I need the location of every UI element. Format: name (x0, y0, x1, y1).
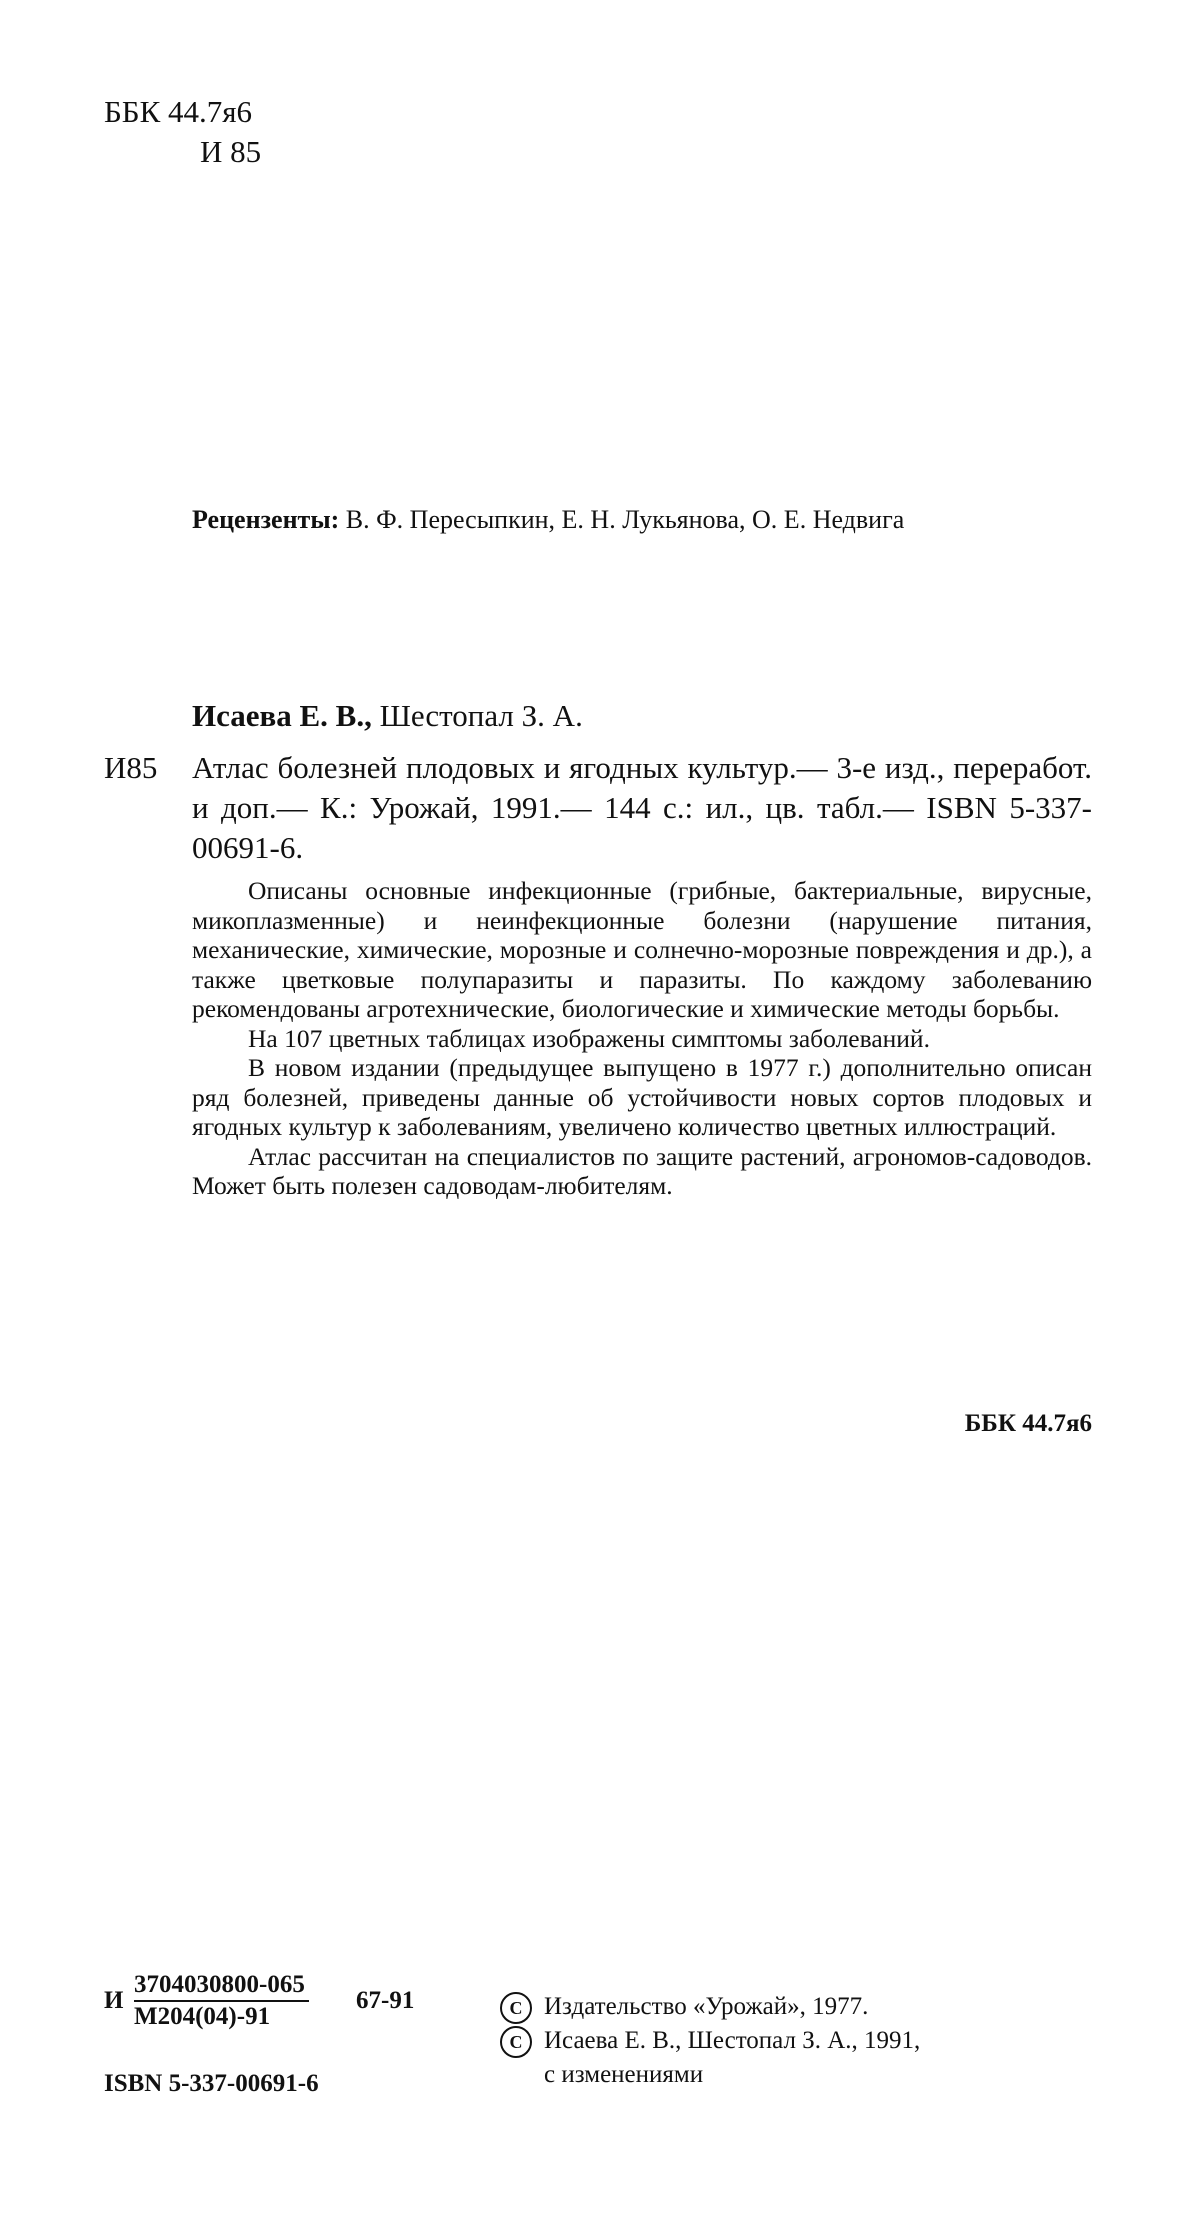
abstract-paragraph: Атлас рассчитан на специалистов по защите растений, агрономов-садоводов. Может быть полезен садоводам-любителям. (192, 1141, 1092, 1200)
classification-fraction (134, 1970, 309, 2032)
reviewers-label: Рецензенты: (192, 505, 340, 534)
bbk-index: ББК 44.7я6 (104, 94, 253, 129)
copyright-text-1: Издательство «Урожай», 1977. (544, 1993, 869, 2020)
copyright-text-2-cont: с изменениями (544, 2061, 704, 2088)
classification-letter: И (104, 1987, 124, 2014)
author-secondary: Шестопал З. А. (379, 698, 583, 733)
authors-line (192, 696, 583, 736)
bbk-footer: ББК 44.7я6 (964, 1410, 1092, 1437)
abstract (192, 876, 1092, 1201)
copyright-line-1 (500, 1990, 1100, 2024)
catalog-code: И85 (104, 750, 158, 785)
abstract-paragraph: Описаны основные инфекционные (грибные, бактериальные, вирусные, микоплазменные) и неинфекционные болезни (нарушение питания, механические, химические, морозные и солнечно-морозные повреждения и др.), а также цветковые полупаразиты и паразиты. По каждому заболеванию рекомендованы агротехнические, биологические и химические методы борьбы. (192, 876, 1092, 1023)
reviewers-names: В. Ф. Пересыпкин, Е. Н. Лукьянова, О. Е. Недвига (345, 505, 905, 534)
copyright-block (500, 1990, 1100, 2092)
classification-denominator: М204(04)-91 (134, 2003, 271, 2030)
abstract-paragraph: На 107 цветных таблицах изображены симптомы заболеваний. (248, 1023, 930, 1053)
bbk-header (104, 92, 261, 172)
author-mark: И 85 (200, 134, 262, 169)
abstract-paragraph: В новом издании (предыдущее выпущено в 1977 г.) дополнительно описан ряд болезней, приведены данные об устойчивости новых сортов плодовых и ягодных культур к заболеваниям, увеличено количество цветных иллюстраций. (192, 1053, 1092, 1141)
bibliographic-entry: Атлас болезней плодовых и ягодных культур.— 3-е изд., переработ. и доп.— К.: Урожай, 1991.— 144 с.: ил., цв. табл.— ISBN 5-337-00691-6. (192, 750, 1092, 865)
reviewers-block (192, 502, 1092, 538)
copyright-text-2: Исаева Е. В., Шестопал З. А., 1991, (544, 2027, 921, 2054)
classification-numerator: 3704030800-065 (134, 1970, 309, 2002)
classification-suffix: 67-91 (356, 1987, 415, 2014)
author-primary: Исаева Е. В., (192, 698, 372, 733)
isbn: ISBN 5-337-00691-6 (104, 2070, 319, 2097)
copyright-line-2 (500, 2024, 1100, 2058)
copyright-icon: C (500, 2026, 532, 2058)
copyright-icon: C (500, 1992, 532, 2024)
